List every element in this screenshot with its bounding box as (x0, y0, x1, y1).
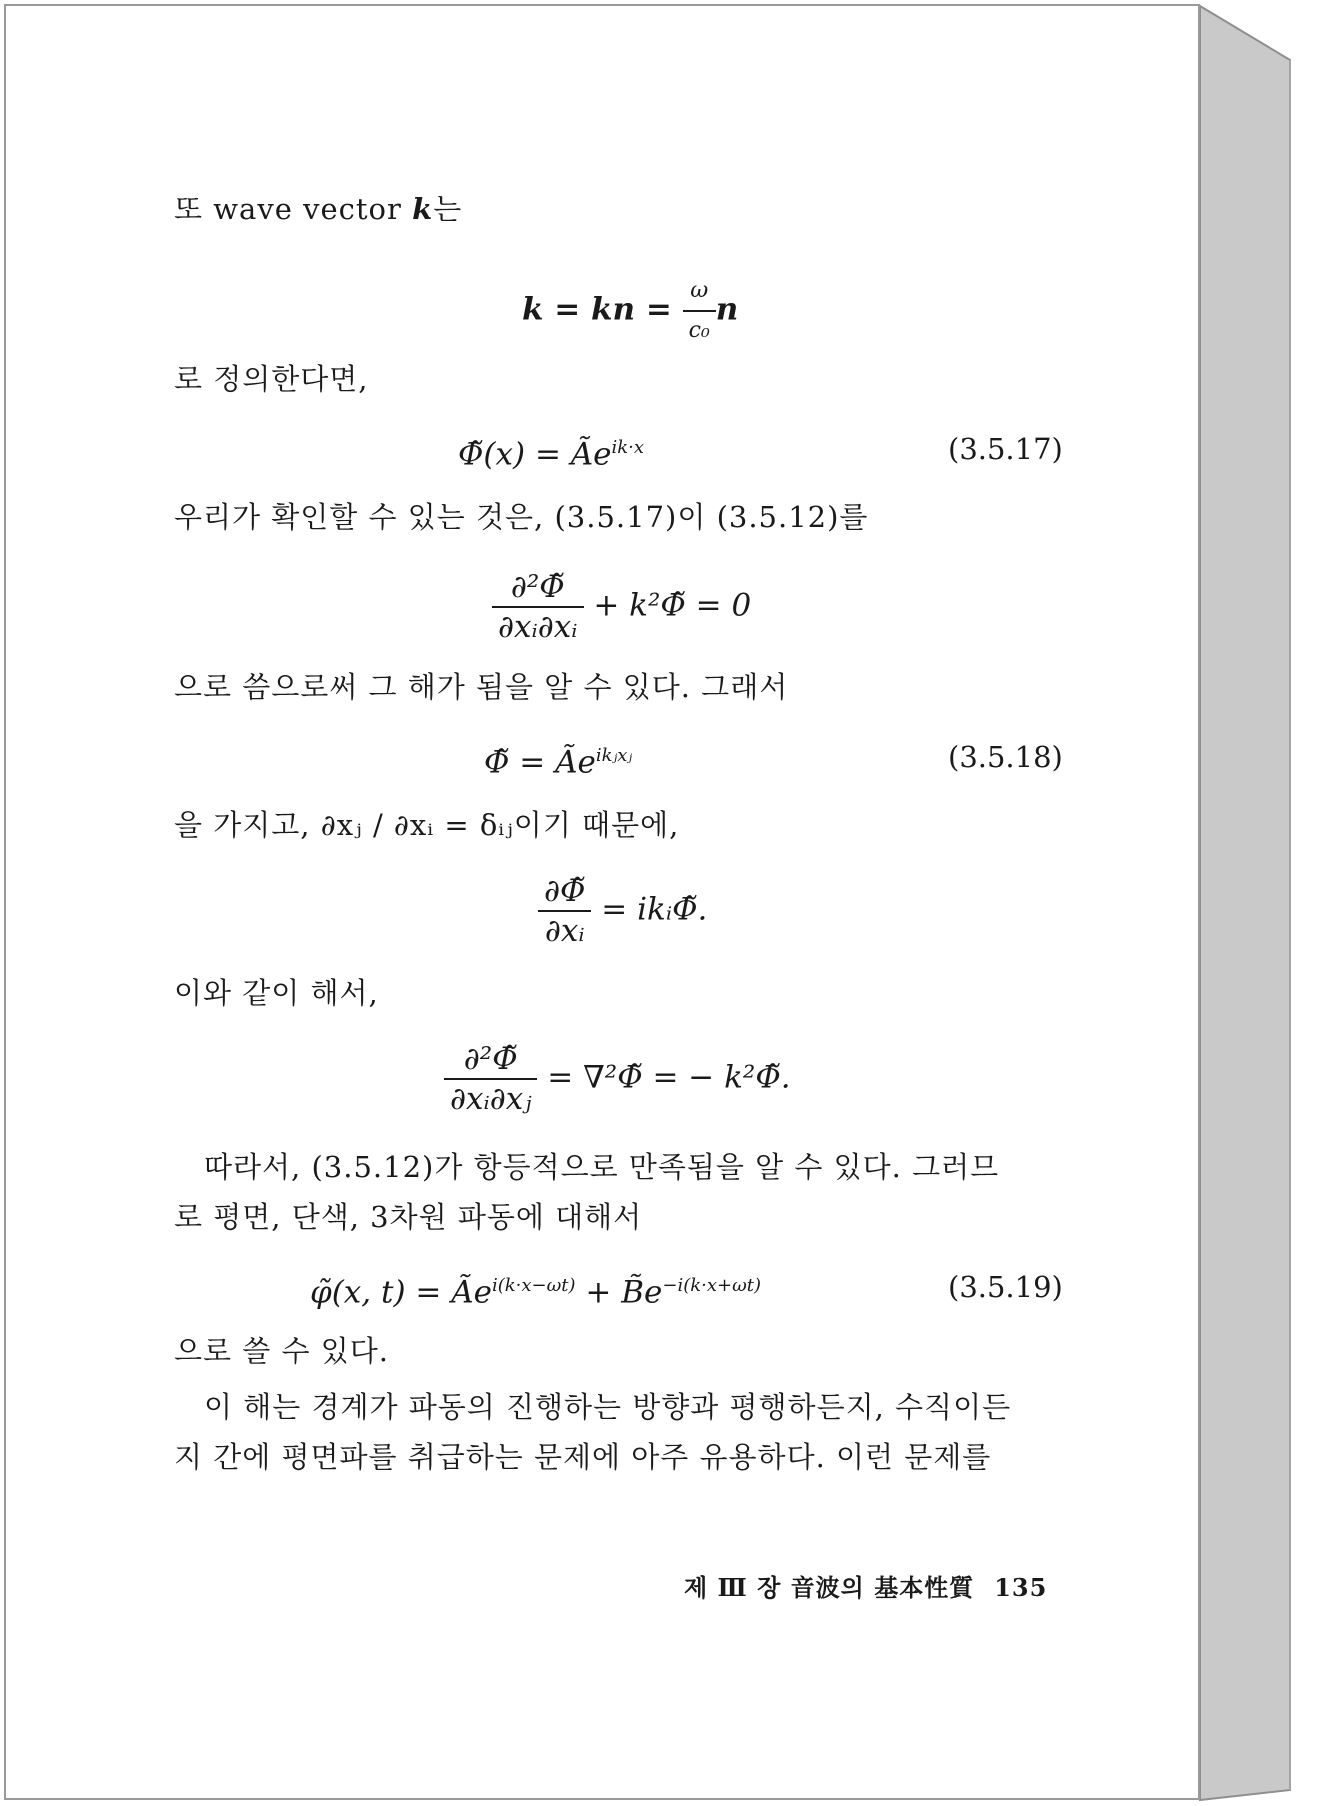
equation-k-denominator: c₀ (688, 318, 710, 343)
equation-derivative-fraction (538, 872, 591, 950)
equation-k-left: k = kn = (522, 291, 683, 328)
text-line-1-start: 또 wave vector (174, 192, 413, 226)
equation-helmholtz-numerator: ∂²Φ̃ (492, 568, 584, 608)
text-line-1-k: k (412, 192, 434, 226)
equation-derivative-numerator: ∂Φ̃ (538, 872, 591, 912)
equation-3-5-17 (458, 430, 644, 472)
text-line-5: 을 가지고, ∂xⱼ / ∂xᵢ = δᵢⱼ이기 때문에, (174, 808, 680, 842)
equation-17-exponent: ik·x (611, 437, 645, 458)
text-line-1-end: 는 (433, 192, 463, 226)
text-line-8: 로 평면, 단색, 3차원 파동에 대해서 (174, 1200, 643, 1234)
equation-19-middle: + B̃e (575, 1274, 663, 1311)
equation-k-right: n (715, 291, 739, 328)
equation-number-18: (3.5.18) (948, 740, 1063, 774)
equation-18-exponent: ikⱼxⱼ (595, 745, 633, 766)
equation-derivative-denominator: ∂xᵢ (544, 913, 585, 949)
equation-3-5-19 (310, 1268, 761, 1310)
equation-number-17: (3.5.17) (948, 432, 1063, 466)
equation-helmholtz-fraction (492, 568, 584, 646)
text-line-9: 으로 쓸 수 있다. (174, 1334, 389, 1368)
equation-laplacian-denominator: ∂xᵢ∂xⱼ (450, 1081, 532, 1117)
equation-19-body: φ̃(x, t) = Ãe (310, 1274, 492, 1311)
text-line-10: 이 해는 경계가 파동의 진행하는 방향과 평행하든지, 수직이든 (204, 1390, 1012, 1424)
equation-derivative (538, 872, 707, 950)
page-number: 135 (994, 1573, 1048, 1602)
equation-helmholtz (492, 568, 751, 646)
text-line-6: 이와 같이 해서, (174, 976, 379, 1010)
text-line-3: 우리가 확인할 수 있는 것은, (3.5.17)이 (3.5.12)를 (174, 500, 869, 534)
text-line-2: 로 정의한다면, (174, 362, 369, 396)
page-footer (684, 1568, 1047, 1603)
equation-19-exponent-1: i(k·x−ωt) (491, 1275, 576, 1296)
book-edge-face (1200, 6, 1290, 1800)
equation-helmholtz-right: + k²Φ̃ = 0 (583, 587, 752, 624)
text-line-1 (174, 192, 462, 226)
equation-3-5-18 (484, 738, 632, 780)
equation-derivative-right: = ikᵢΦ̃. (591, 891, 708, 928)
equation-18-body: Φ̃ = Ãe (484, 744, 596, 781)
equation-17-body: Φ̃(x) = Ãe (458, 436, 612, 473)
equation-19-exponent-2: −i(k·x+ωt) (662, 1275, 762, 1296)
equation-k-numerator: ω (683, 272, 716, 312)
equation-laplacian-fraction (444, 1040, 537, 1118)
text-line-11: 지 간에 평면파를 취급하는 문제에 아주 유용하다. 이런 문제를 (174, 1440, 992, 1474)
text-line-4: 으로 씀으로써 그 해가 됨을 알 수 있다. 그래서 (174, 670, 789, 704)
equation-helmholtz-denominator: ∂xᵢ∂xᵢ (498, 609, 578, 645)
text-line-7: 따라서, (3.5.12)가 항등적으로 만족됨을 알 수 있다. 그러므 (204, 1150, 1000, 1184)
equation-k-fraction (683, 272, 716, 350)
equation-wave-vector (522, 272, 738, 350)
equation-laplacian-numerator: ∂²Φ̃ (444, 1040, 537, 1080)
equation-number-19: (3.5.19) (948, 1270, 1063, 1304)
running-head: 제 Ⅲ 장 音波의 基本性質 (684, 1573, 975, 1602)
equation-laplacian-right: = ∇²Φ̃ = − k²Φ̃. (537, 1059, 791, 1096)
equation-laplacian (444, 1040, 791, 1118)
